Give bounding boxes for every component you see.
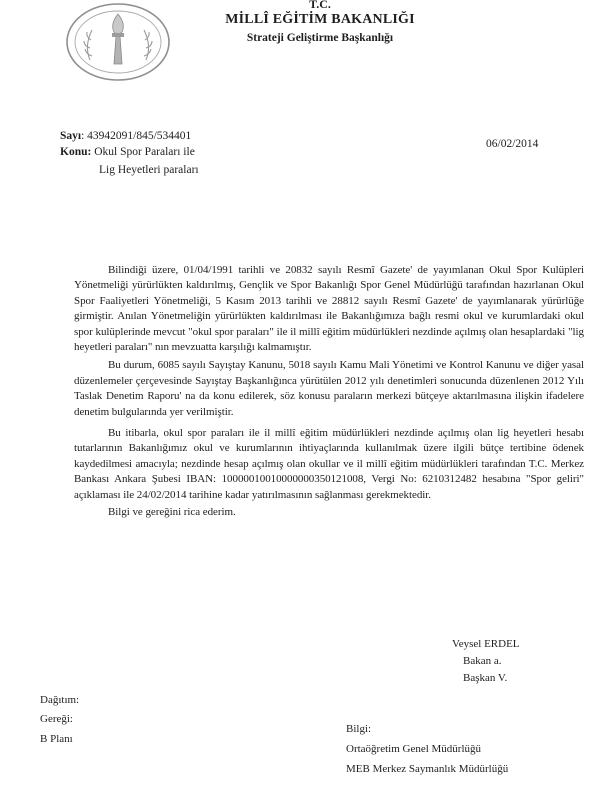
- letter-body: [74, 263, 584, 521]
- ministry-seal: [64, 2, 172, 82]
- letterhead: [220, 0, 420, 46]
- letter-date: 06/02/2014: [486, 138, 539, 150]
- ministry-heading: MİLLÎ EĞİTİM BAKANLIĞI: [225, 12, 415, 27]
- sayi-value: : 43942091/845/534401: [81, 130, 192, 142]
- sayi-label: Sayı: [60, 130, 82, 142]
- info-label: Bilgi:: [346, 723, 372, 735]
- subject-line: [60, 145, 195, 159]
- unit-heading: Strateji Geliştirme Başkanlığı: [246, 32, 394, 44]
- info-item-2: MEB Merkez Saymanlık Müdürlüğü: [346, 763, 509, 775]
- info-item-1: Ortaöğretim Genel Müdürlüğü: [346, 743, 482, 755]
- signer-title-1: Bakan a.: [463, 655, 502, 667]
- reference-number: [60, 129, 191, 143]
- paragraph-3: Bu itibarla, okul spor paraları ile il millî eğitim müdürlükleri nezdinde açılmış olan lig heyetleri hesabı tutarlarının Bakanlığımız okul ve kurumlarının ihtiyaçlarında kullanılmak üzere ilgili bütçe tertibine ödenek kaydedilmesi amacıyla; nezdinde hesap açılmış olan okullar ve il millî eğitim müdürlükleri tarafından T.C. Merkez Bankası Ankara Şubesi IBAN: 10000010010000000350121008, Vergi No: 6210312482 hesabına "Spor geliri" açıklaması ile 24/02/2014 tarihine kadar yatırılmasının sağlanması gerekmektedir.: [74, 427, 584, 501]
- konu-label: Konu:: [60, 146, 92, 158]
- konu-line-2: Lig Heyetleri paraları: [99, 164, 199, 176]
- paragraph-1: Bilindiği üzere, 01/04/1991 tarihli ve 20832 sayılı Resmî Gazete' de yayımlanan Okul Spor Kulüpleri Yönetmeliği yürürlükten kaldırılmış, Gençlik ve Spor Bakanlığı Spor Genel Müdürlüğü tarafından hazırlanan Okul Spor Faaliyetleri Yönetmeliği, 5 Kasım 2013 tarihli ve 28812 sayılı Resmî Gazete' de yayımlanarak yürürlüğe girmiştir. Anılan Yönetmeliğin yürürlükten kaldırılması ile Bakanlığımıza bağlı resmi okul ve kurumlardaki okul spor kulüplerinde mevcut "okul spor paraları" ile il millî eğitim müdürlükleri nezdinde açılmış olan hesaplardaki "lig heyetleri paraları" nın mevzuatta karşılığı kalmamıştır.: [74, 264, 584, 354]
- signer-name: Veysel ERDEL: [452, 638, 520, 650]
- konu-line-1: Okul Spor Paraları ile: [94, 146, 195, 158]
- geregi-label: Gereği:: [40, 713, 73, 725]
- paragraph-4: Bilgi ve gereğini rica ederim.: [108, 506, 236, 519]
- b-plani-label: B Planı: [40, 733, 73, 745]
- republic-heading: T.C.: [309, 0, 331, 11]
- signer-title-2: Başkan V.: [463, 672, 508, 684]
- paragraph-2: Bu durum, 6085 sayılı Sayıştay Kanunu, 5018 sayılı Kamu Mali Yönetimi ve Kontrol Kanunu ve diğer yasal düzenlemeler çerçevesinde Sayıştay Başkanlığınca yürütülen 2012 yılı denetimleri sonucunda düzenlenen 2012 Yılı Taslak Denetim Raporu' na da konu edilerek, söz konusu paraların merkezi bütçeye aktarılmasına ilişkin ifadelere denetim bulgularında yer verilmiştir.: [74, 359, 584, 418]
- distribution-label: Dağıtım:: [40, 694, 80, 706]
